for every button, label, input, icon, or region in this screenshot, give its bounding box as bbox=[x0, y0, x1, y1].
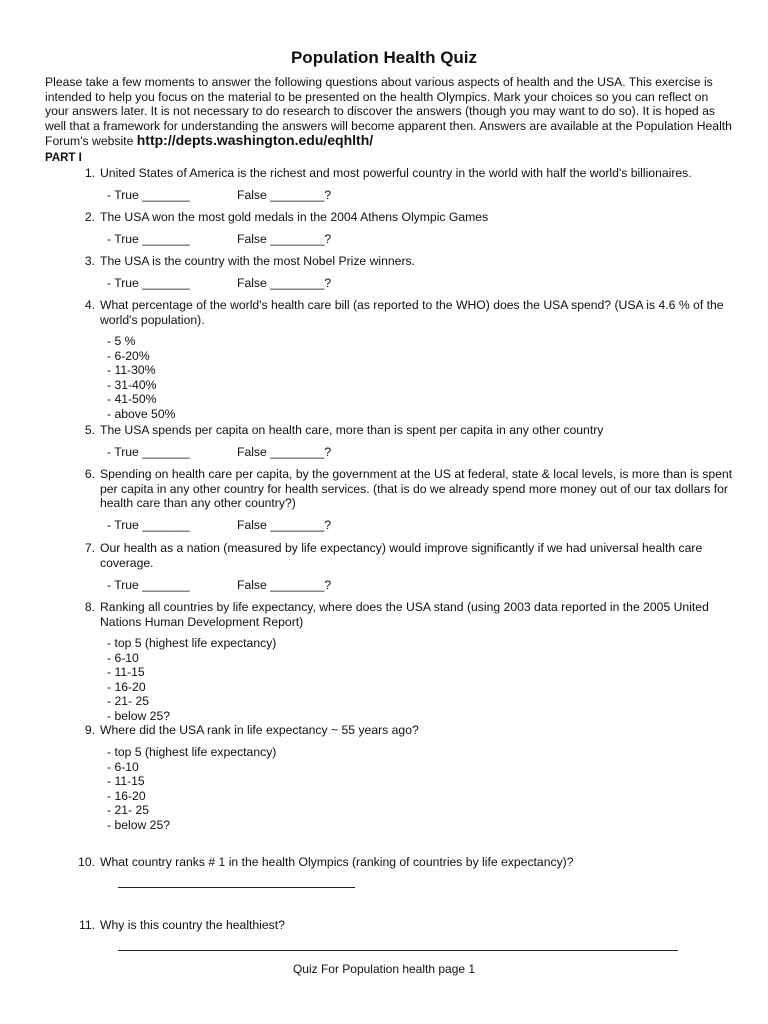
true-false-answer-7[interactable] bbox=[107, 578, 332, 593]
option-item[interactable]: - 31-40% bbox=[107, 377, 157, 392]
question-7 bbox=[77, 541, 737, 570]
question-3 bbox=[77, 254, 737, 269]
option-item[interactable]: - 6-20% bbox=[107, 348, 150, 363]
option-item[interactable]: - 16-20 bbox=[107, 788, 146, 803]
option-item[interactable]: - top 5 (highest life expectancy) bbox=[107, 636, 277, 650]
true-false-answer-1[interactable] bbox=[107, 188, 332, 203]
question-text: Spending on health care per capita, by the government at the US at federal, state & local levels, is more than is spent per capita in any other country for health services. (that is do we already spend more money out of our tax dollars for health care than any other country?) bbox=[100, 467, 733, 511]
option-item[interactable]: - above 50% bbox=[107, 406, 176, 421]
question-number: 11. bbox=[78, 918, 95, 932]
question-text: The USA is the country with the most Nobel Prize winners. bbox=[100, 254, 415, 268]
intro-text: Please take a few moments to answer the following questions about various aspects of health and the USA. This exercise is intended to help you focus on the material to be presented on the health Olympics. Mark your choices so you can reflect on your answers later. It is not necessary to do research to discover the answers (though you may want to do so). It is hoped as well that a framework for understanding the answers will become apparent then. Answers are available at the Population Health Forum's website bbox=[45, 75, 732, 149]
true-false-answer-3[interactable] bbox=[107, 276, 332, 291]
option-item[interactable]: - top 5 (highest life expectancy) bbox=[107, 745, 277, 759]
answer-line-11[interactable] bbox=[118, 950, 678, 951]
question-number: 1. bbox=[84, 166, 95, 180]
question-text: Our health as a nation (measured by life expectancy) would improve significantly if we had universal health care coverage. bbox=[100, 541, 703, 570]
false-option[interactable]: False ________? bbox=[237, 578, 332, 592]
option-item[interactable]: - below 25? bbox=[107, 708, 171, 723]
false-option[interactable]: False ________? bbox=[237, 276, 332, 290]
question-2 bbox=[77, 210, 737, 225]
question-text: Why is this country the healthiest? bbox=[100, 918, 285, 932]
question-number: 6. bbox=[84, 467, 95, 481]
option-item[interactable]: - below 25? bbox=[107, 817, 171, 832]
option-item[interactable]: - 41-50% bbox=[107, 392, 157, 407]
intro-paragraph bbox=[45, 75, 735, 149]
true-option[interactable]: - True _______ bbox=[107, 232, 190, 246]
website-url: http://depts.washington.edu/eqhlth/ bbox=[136, 132, 374, 149]
option-item[interactable]: - 16-20 bbox=[107, 679, 146, 694]
option-item[interactable]: - 11-15 bbox=[107, 774, 145, 789]
question-number: 7. bbox=[84, 541, 95, 555]
option-item[interactable]: - 11-15 bbox=[107, 665, 145, 680]
true-option[interactable]: - True _______ bbox=[107, 188, 190, 202]
option-item[interactable]: - 5 % bbox=[107, 334, 136, 348]
question-number: 10. bbox=[78, 855, 95, 869]
false-option[interactable]: False ________? bbox=[237, 232, 332, 246]
page-title: Population Health Quiz bbox=[290, 48, 478, 67]
options-list-9 bbox=[107, 745, 276, 833]
question-text: What percentage of the world's health care bill (as reported to the WHO) does the USA spend? (USA is 4.6 % of the world's population). bbox=[100, 298, 724, 327]
question-1 bbox=[77, 166, 737, 181]
question-text: Ranking all countries by life expectancy, where does the USA stand (using 2003 data reported in the 2005 United Nations Human Development Report) bbox=[100, 600, 709, 629]
true-option[interactable]: - True _______ bbox=[107, 518, 190, 532]
question-number: 2. bbox=[84, 210, 95, 224]
true-false-answer-5[interactable] bbox=[107, 445, 332, 460]
question-11 bbox=[77, 918, 737, 933]
options-list-4 bbox=[107, 334, 175, 422]
option-item[interactable]: - 6-10 bbox=[107, 650, 139, 665]
true-option[interactable]: - True _______ bbox=[107, 445, 190, 459]
question-text: United States of America is the richest and most powerful country in the world with half the world's billionaires. bbox=[100, 166, 692, 180]
question-text: Where did the USA rank in life expectancy ~ 55 years ago? bbox=[100, 723, 419, 737]
question-10 bbox=[77, 855, 737, 870]
false-option[interactable]: False ________? bbox=[237, 445, 332, 459]
options-list-8 bbox=[107, 636, 276, 724]
question-text: What country ranks # 1 in the health Olympics (ranking of countries by life expectancy)? bbox=[100, 855, 574, 869]
question-text: The USA spends per capita on health care, more than is spent per capita in any other country bbox=[100, 423, 604, 437]
option-item[interactable]: - 6-10 bbox=[107, 759, 139, 774]
question-4 bbox=[77, 298, 737, 327]
answer-line-10[interactable] bbox=[118, 887, 355, 888]
question-5 bbox=[77, 423, 737, 438]
false-option[interactable]: False ________? bbox=[237, 518, 332, 532]
option-item[interactable]: - 11-30% bbox=[107, 363, 156, 378]
true-false-answer-2[interactable] bbox=[107, 232, 332, 247]
option-item[interactable]: - 21- 25 bbox=[107, 694, 150, 709]
true-option[interactable]: - True _______ bbox=[107, 276, 190, 290]
question-number: 3. bbox=[84, 254, 95, 268]
page-footer: Quiz For Population health page 1 bbox=[292, 962, 476, 976]
question-number: 8. bbox=[84, 600, 95, 614]
option-item[interactable]: - 21- 25 bbox=[107, 803, 150, 818]
question-number: 5. bbox=[84, 423, 95, 437]
true-option[interactable]: - True _______ bbox=[107, 578, 190, 592]
true-false-answer-6[interactable] bbox=[107, 518, 332, 533]
question-8 bbox=[77, 600, 737, 629]
question-9 bbox=[77, 723, 737, 738]
part-label: PART I bbox=[45, 152, 82, 164]
false-option[interactable]: False ________? bbox=[237, 188, 332, 202]
question-text: The USA won the most gold medals in the 2004 Athens Olympic Games bbox=[100, 210, 489, 224]
question-6 bbox=[77, 467, 737, 511]
question-number: 4. bbox=[84, 298, 95, 312]
question-number: 9. bbox=[84, 723, 95, 737]
